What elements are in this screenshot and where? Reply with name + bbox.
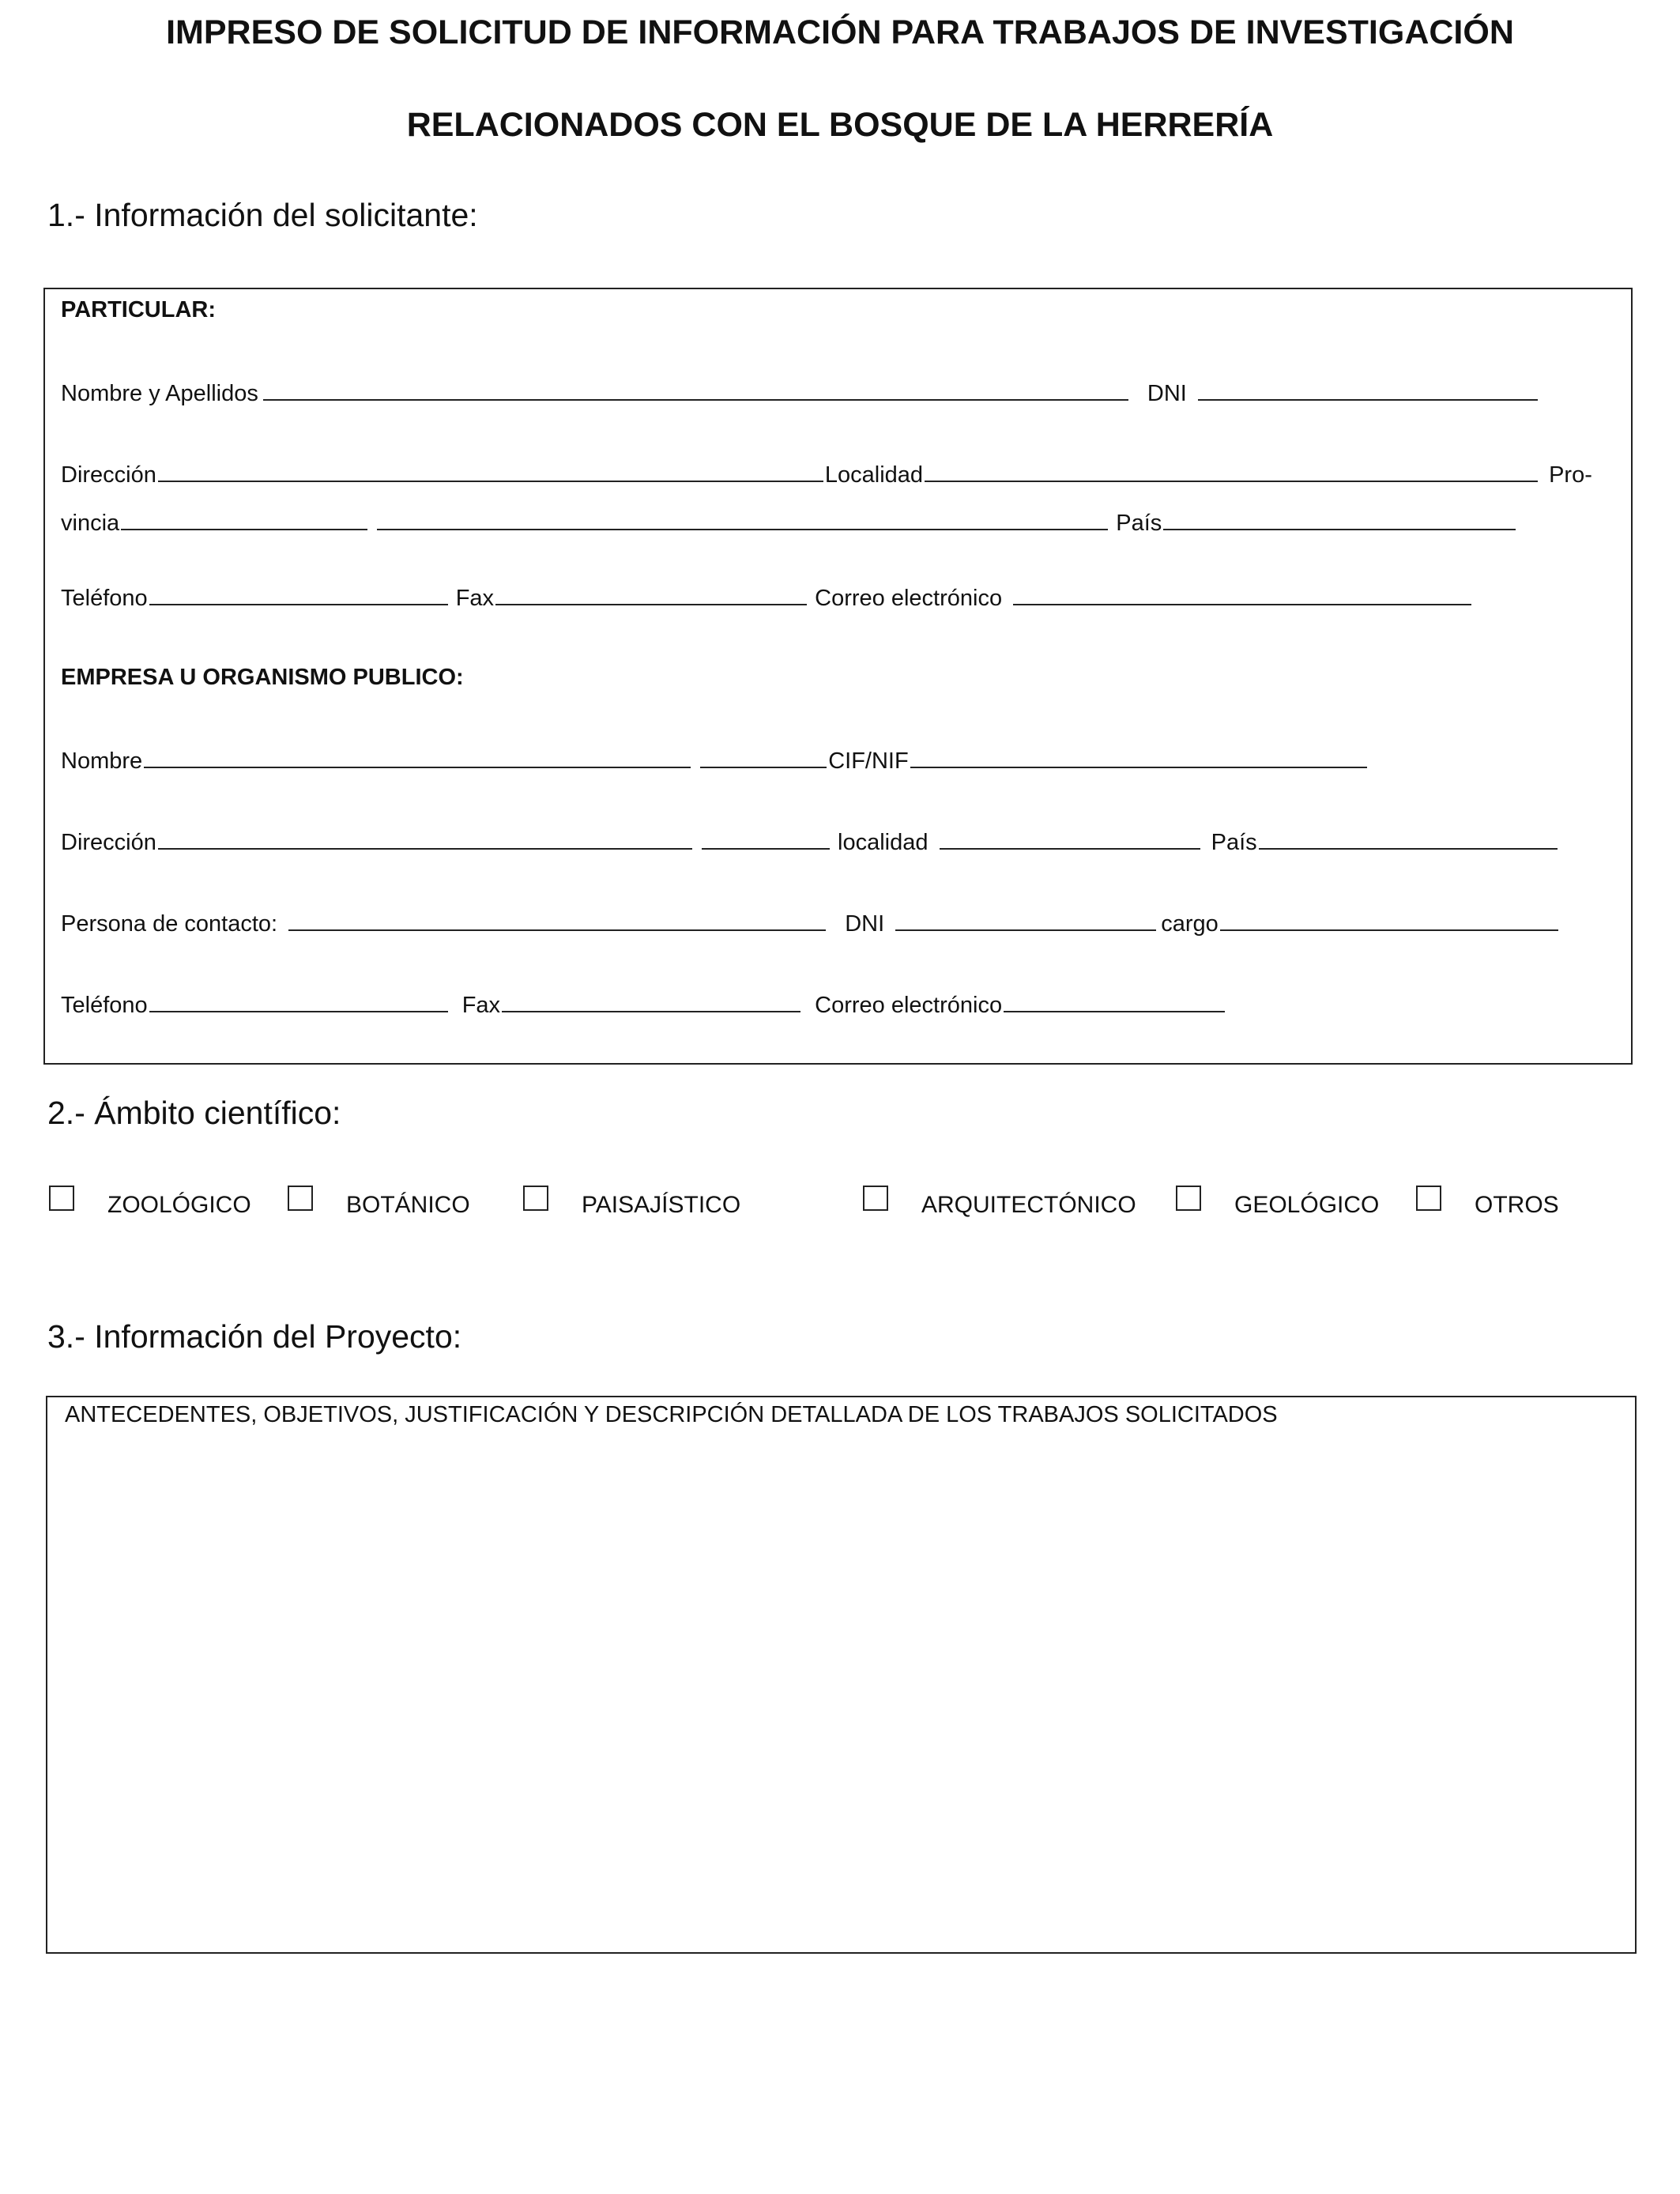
company-cif-label: CIF/NIF <box>828 748 909 774</box>
particular-name-label: Nombre y Apellidos <box>61 381 258 406</box>
particular-province-label-start: Pro- <box>1549 462 1592 488</box>
particular-province-field[interactable] <box>121 510 367 530</box>
option-paisajistico-label: PAISAJÍSTICO <box>582 1192 741 1218</box>
company-name-field-extra[interactable] <box>700 748 827 768</box>
company-cif-field[interactable] <box>910 748 1367 768</box>
company-address-row <box>61 829 1559 854</box>
particular-contact-row <box>61 585 1476 610</box>
company-address-label: Dirección <box>61 830 156 855</box>
scientific-scope-options <box>49 1186 1629 1225</box>
option-geologico-label: GEOLÓGICO <box>1234 1192 1380 1218</box>
company-address-field[interactable] <box>158 829 692 850</box>
particular-address-label: Dirección <box>61 462 156 488</box>
particular-dni-label: DNI <box>1147 381 1187 406</box>
document-title-line-2: RELACIONADOS CON EL BOSQUE DE LA HERRERÍA <box>406 106 1274 144</box>
checkbox-botanico[interactable] <box>288 1186 313 1211</box>
checkbox-paisajistico[interactable] <box>523 1186 548 1211</box>
company-name-label: Nombre <box>61 748 143 774</box>
particular-name-field[interactable] <box>263 380 1128 401</box>
company-locality-field[interactable] <box>940 829 1200 850</box>
checkbox-arquitectonico[interactable] <box>863 1186 888 1211</box>
particular-address-row <box>61 462 1592 487</box>
applicant-info-box <box>43 288 1633 1065</box>
company-name-field[interactable] <box>144 748 691 768</box>
company-country-label: País <box>1211 830 1257 855</box>
section-3-heading: 3.- Información del Proyecto: <box>47 1318 462 1355</box>
particular-province-row <box>61 510 1517 535</box>
company-contact-person-row <box>61 910 1560 936</box>
company-contact-label: Persona de contacto: <box>61 911 278 937</box>
particular-fax-field[interactable] <box>495 585 807 605</box>
particular-email-label: Correo electrónico <box>815 586 1003 611</box>
option-otros-label: OTROS <box>1475 1192 1559 1218</box>
project-info-box[interactable] <box>46 1396 1637 1954</box>
checkbox-otros[interactable] <box>1416 1186 1441 1211</box>
company-locality-label: localidad <box>838 830 929 855</box>
company-dni-label: DNI <box>845 911 885 937</box>
particular-province-label-end: vincia <box>61 511 120 536</box>
company-contact-field[interactable] <box>288 910 826 931</box>
particular-phone-label: Teléfono <box>61 586 148 611</box>
option-zoologico-label: ZOOLÓGICO <box>107 1192 251 1218</box>
company-heading: EMPRESA U ORGANISMO PUBLICO: <box>61 665 464 690</box>
particular-locality-label: Localidad <box>824 462 924 488</box>
particular-province-field-extra[interactable] <box>377 510 1108 530</box>
company-fax-field[interactable] <box>502 992 800 1012</box>
company-position-label: cargo <box>1161 911 1219 937</box>
company-dni-field[interactable] <box>895 910 1156 931</box>
option-arquitectonico-label: ARQUITECTÓNICO <box>921 1192 1136 1218</box>
option-botanico-label: BOTÁNICO <box>346 1192 470 1218</box>
particular-address-field[interactable] <box>158 462 823 482</box>
document-title-line-1: IMPRESO DE SOLICITUD DE INFORMACIÓN PARA TRABAJOS DE INVESTIGACIÓN <box>166 13 1514 51</box>
company-position-field[interactable] <box>1220 910 1558 931</box>
project-info-box-label: ANTECEDENTES, OBJETIVOS, JUSTIFICACIÓN Y DESCRIPCIÓN DETALLADA DE LOS TRABAJOS SOLICITADOS <box>65 1402 1278 1427</box>
company-address-field-extra[interactable] <box>702 829 830 850</box>
company-fax-label: Fax <box>461 993 501 1018</box>
section-2-heading: 2.- Ámbito científico: <box>47 1095 341 1131</box>
particular-heading: PARTICULAR: <box>61 297 216 322</box>
company-email-label: Correo electrónico <box>815 993 1003 1018</box>
company-phone-field[interactable] <box>149 992 448 1012</box>
checkbox-zoologico[interactable] <box>49 1186 74 1211</box>
particular-dni-field[interactable] <box>1198 380 1538 401</box>
company-name-row <box>61 748 1369 773</box>
particular-country-field[interactable] <box>1163 510 1516 530</box>
particular-email-field[interactable] <box>1013 585 1471 605</box>
company-phone-label: Teléfono <box>61 993 148 1018</box>
company-country-field[interactable] <box>1259 829 1558 850</box>
particular-locality-field[interactable] <box>925 462 1538 482</box>
particular-phone-field[interactable] <box>149 585 448 605</box>
section-1-heading: 1.- Información del solicitante: <box>47 197 478 233</box>
company-phone-row <box>61 992 1226 1017</box>
particular-country-label: País <box>1116 511 1162 536</box>
company-email-field[interactable] <box>1004 992 1225 1012</box>
particular-name-row <box>61 380 1543 405</box>
particular-fax-label: Fax <box>455 586 495 611</box>
checkbox-geologico[interactable] <box>1176 1186 1201 1211</box>
